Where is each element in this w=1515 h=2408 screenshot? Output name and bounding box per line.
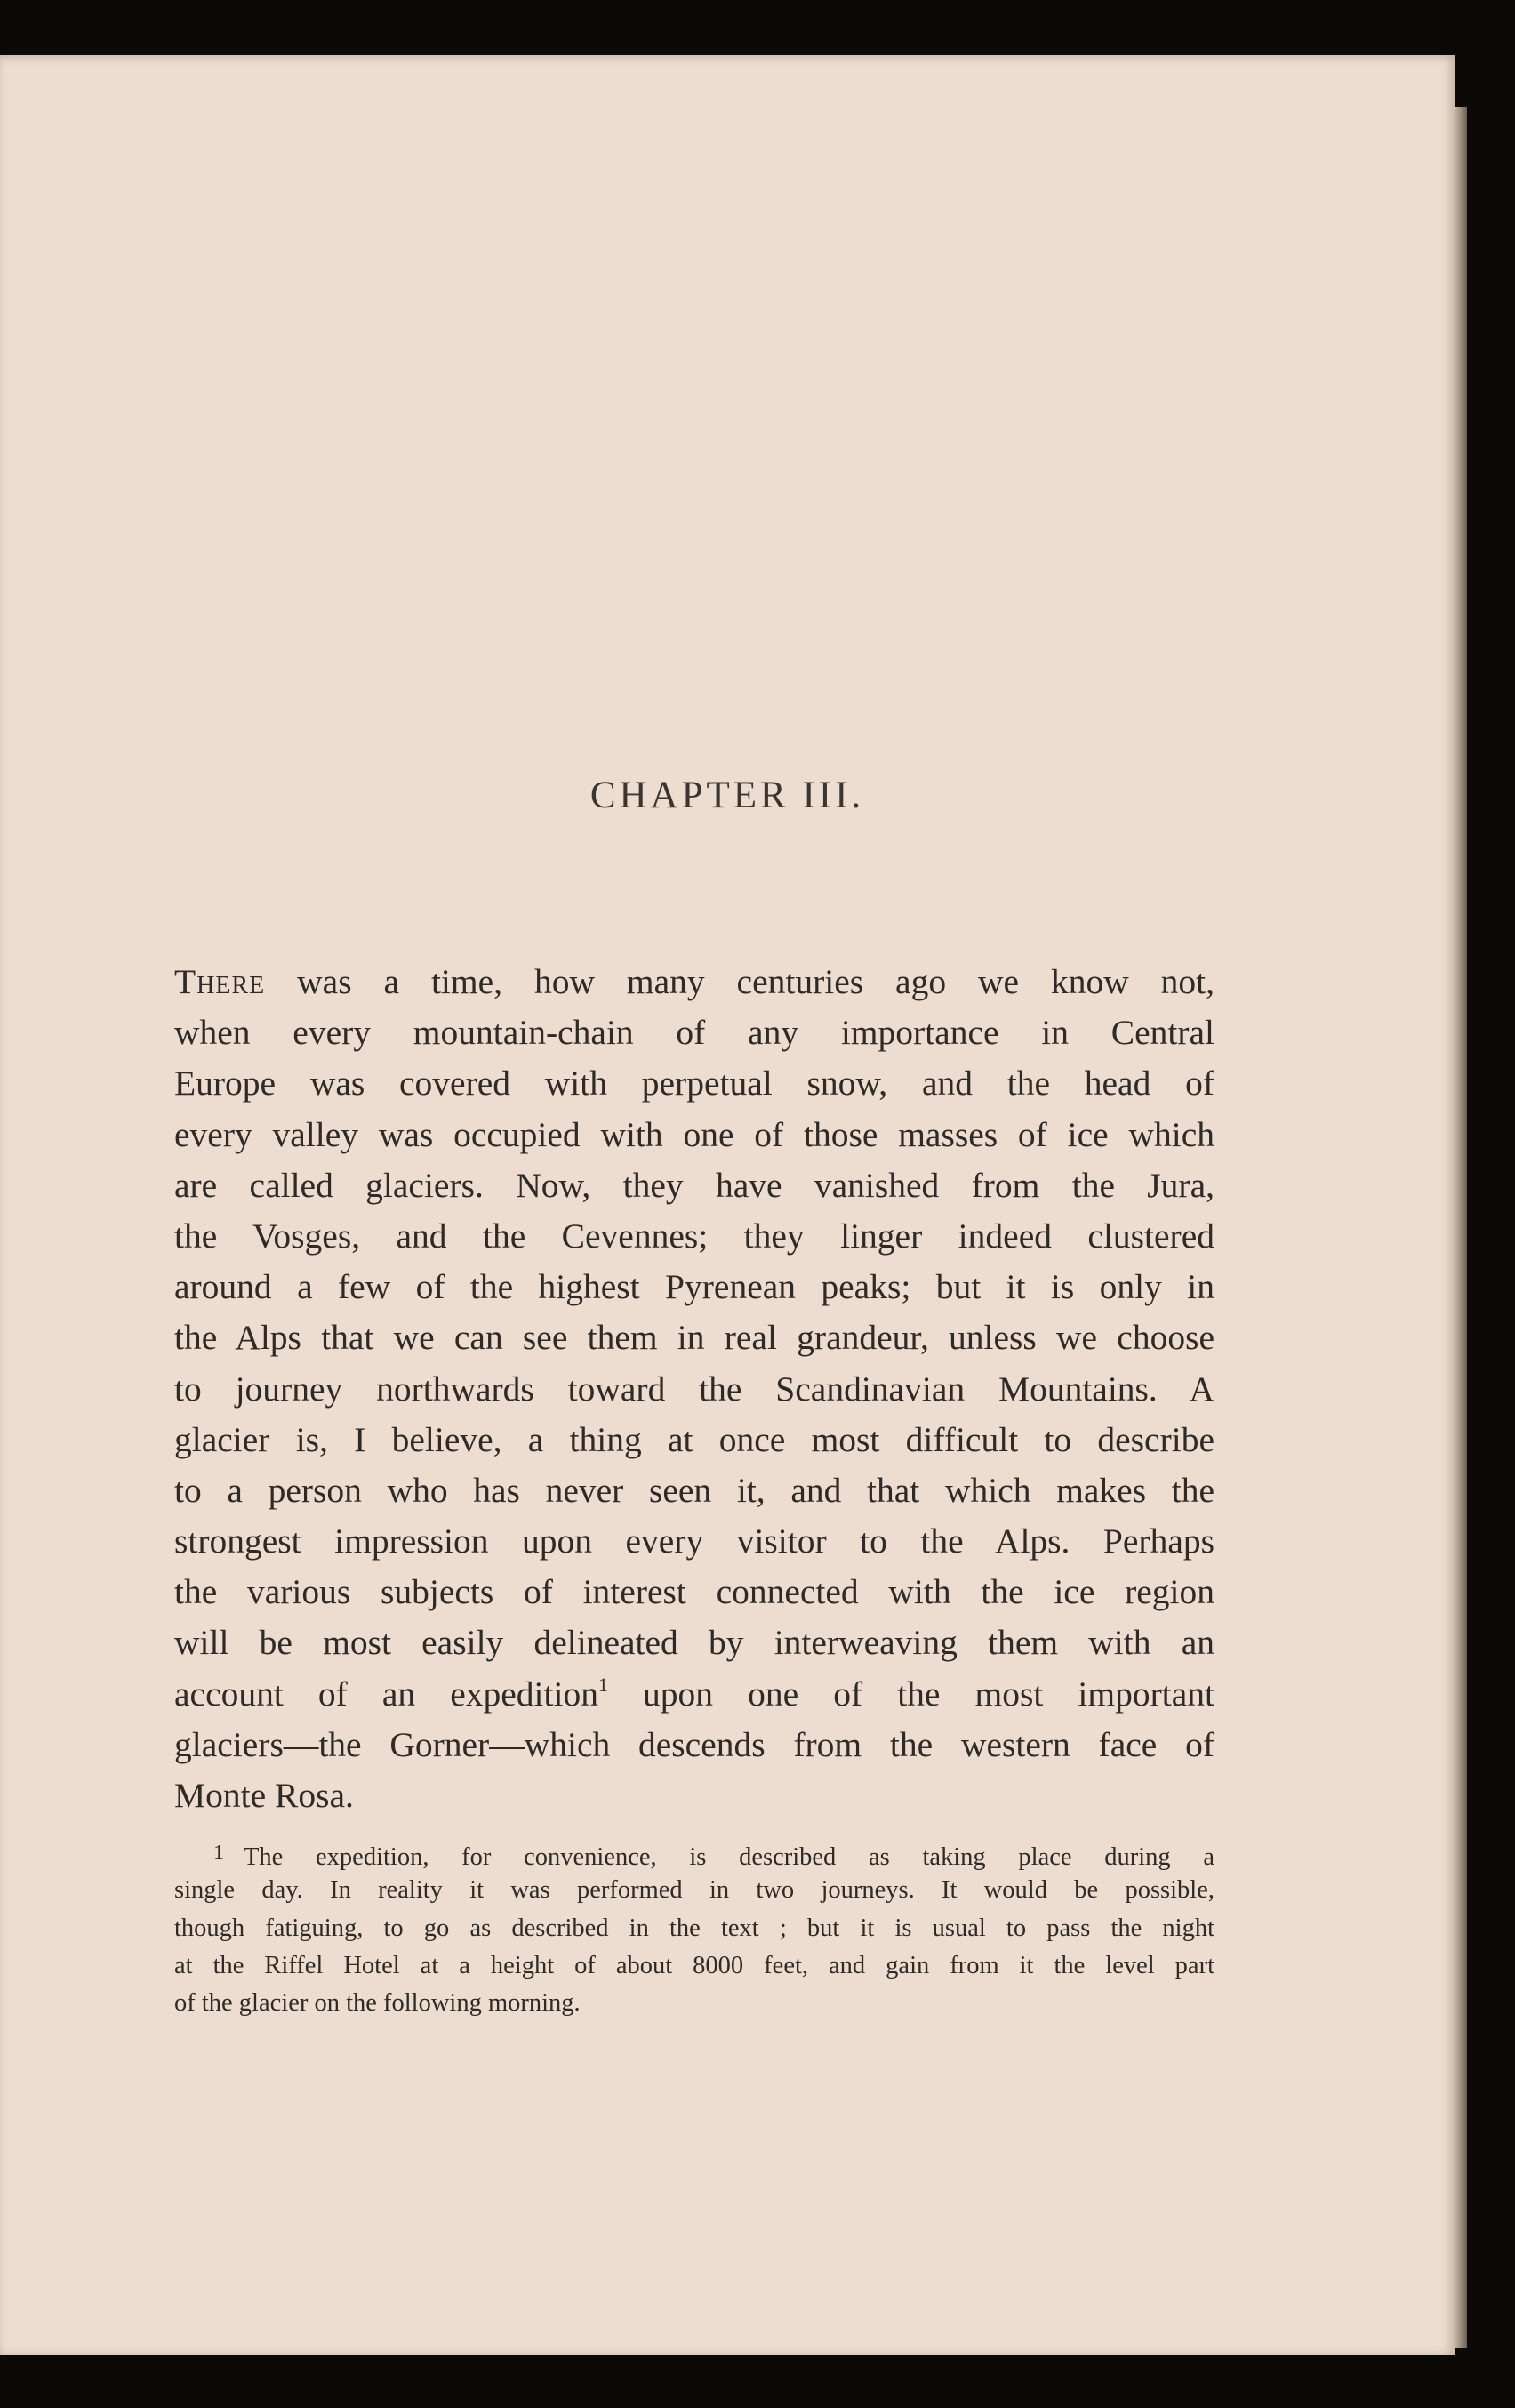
paragraph-line-9: to journey northwards toward the Scandinavian Mountains. A bbox=[174, 1369, 1214, 1409]
paragraph-line-1: There was a time, how many centuries ago we know not, bbox=[174, 962, 1214, 1001]
paragraph-line-8: the Alps that we can see them in real grandeur, unless we choose bbox=[174, 1318, 1214, 1358]
paragraph-line-2: when every mountain-chain of any importance in Central bbox=[174, 1013, 1214, 1053]
footnote-line-4: at the Riffel Hotel at a height of about 8000 feet, and gain from it the level part bbox=[174, 1951, 1214, 1979]
paragraph-line-6: the Vosges, and the Cevennes; they linger indeed clustered bbox=[174, 1216, 1214, 1256]
page-edge bbox=[1455, 107, 1467, 2348]
footnote-reference[interactable]: 1 bbox=[597, 1673, 608, 1696]
footnote-marker: 1 bbox=[213, 1842, 224, 1865]
paragraph-line-14: will be most easily delineated by interweaving them with an bbox=[174, 1623, 1214, 1663]
chapter-heading: CHAPTER III. bbox=[589, 775, 865, 816]
paragraph-line-3: Europe was covered with perpetual snow, and the head of bbox=[174, 1064, 1214, 1104]
footnote-line-1: 1 The expedition, for convenience, is described as taking place during a bbox=[174, 1834, 1214, 1872]
paragraph-line-15: account of an expedition$^1$ upon one of the most important bbox=[174, 1673, 1214, 1714]
paragraph-line-13: the various subjects of interest connected with the ice region bbox=[174, 1572, 1214, 1612]
paragraph-line-16: glaciers—the Gorner—which descends from the western face of bbox=[174, 1724, 1214, 1764]
footnote-line-3: though fatiguing, to go as described in the text ; but it is usual to pass the night bbox=[174, 1914, 1214, 1942]
footnote-line-5: of the glacier on the following morning. bbox=[174, 1989, 581, 2018]
paragraph-line-10: glacier is, I believe, a thing at once most difficult to describe bbox=[174, 1419, 1214, 1459]
paragraph-line-17: Monte Rosa. bbox=[174, 1776, 354, 1815]
paragraph-line-5: are called glaciers. Now, they have vanished from the Jura, bbox=[174, 1165, 1214, 1205]
paragraph-line-12: strongest impression upon every visitor to the Alps. Perhaps bbox=[174, 1521, 1214, 1561]
paragraph-line-7: around a few of the highest Pyrenean peaks; but it is only in bbox=[174, 1267, 1214, 1307]
body-paragraph bbox=[174, 957, 1214, 1821]
footnote-line-2: single day. In reality it was performed in two journeys. It would be possible, bbox=[174, 1876, 1214, 1905]
drop-first-word: There bbox=[174, 962, 266, 1001]
paragraph-line-4: every valley was occupied with one of those masses of ice which bbox=[174, 1114, 1214, 1154]
footnote bbox=[174, 1834, 1214, 2022]
paragraph-line-11: to a person who has never seen it, and that which makes the bbox=[174, 1470, 1214, 1510]
